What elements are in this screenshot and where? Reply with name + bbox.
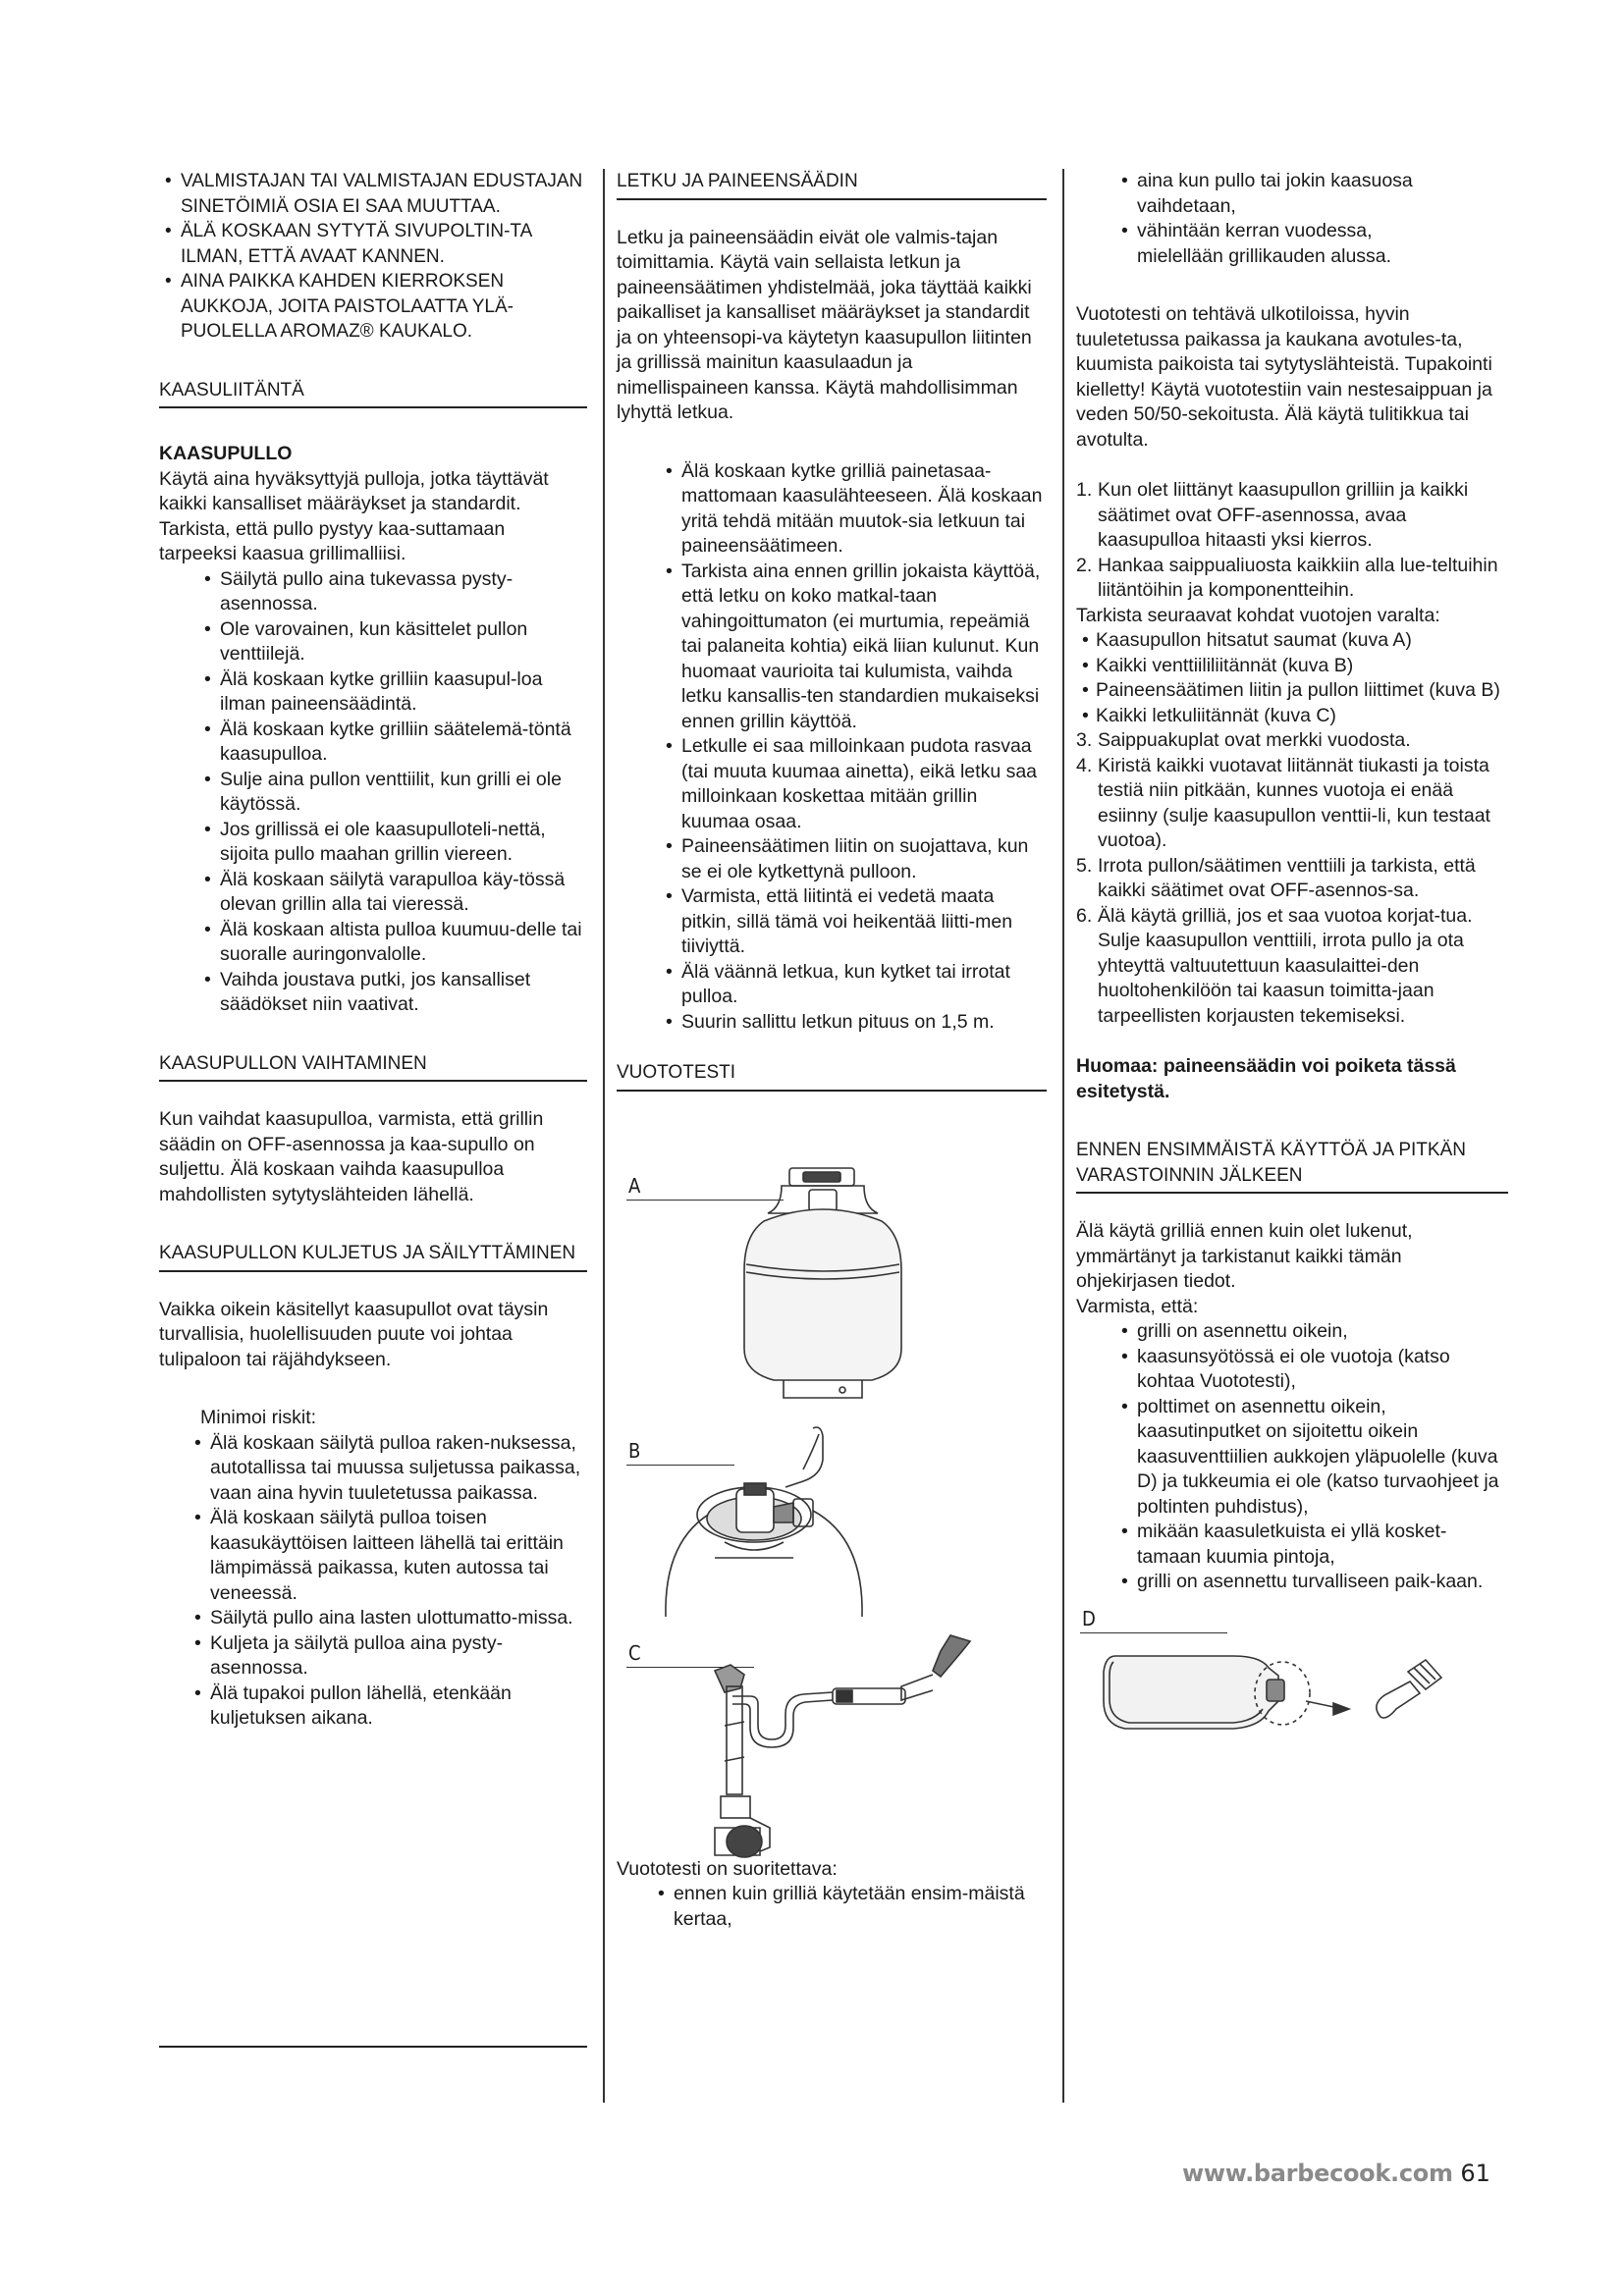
vuototesti-continued-list [1076,169,1508,269]
minimoi-label: Minimoi riskit: [200,1407,317,1428]
kuljetus-list [159,1431,587,1732]
list-item: • Letkulle ei saa milloinkaan pudota rasvaa (tai muuta kuumaa ainetta), eikä letku saa milloinkaan koskettaa mitään grillin kuumaa osaa. [660,734,1047,834]
list-item: • kaasunsyötössä ei ole vuotoja (katso kohtaa Vuototesti), [1115,1345,1508,1395]
section-heading-kuljetus: KAASUPULLON KULJETUS JA SÄILYTTÄMINEN [159,1241,587,1272]
column-divider-right [1062,169,1064,2103]
figure-label-b: B [628,1438,641,1463]
subheading-kaasupullo: KAASUPULLO [159,443,293,464]
section-heading-vuototesti: VUOTOTESTI [617,1060,1047,1092]
valve-connection-illustration [656,1420,872,1627]
list-item: • Älä koskaan altista pulloa kuumuu-delle tai suoralle auringonvalolle. [198,918,587,968]
list-item: • Kaikki venttiililiitännät (kuva B) [1076,654,1508,679]
list-item: • grilli on asennettu oikein, [1115,1319,1508,1345]
figures-abc [617,1092,1047,1857]
footer [1182,2160,1490,2187]
warning-item: • AINA PAIKKA KAHDEN KIERROKSEN AUKKOJA, JOITA PAISTOLAATTA YLÄ-PUOLELLA AROMAZ® KAUKALO. [159,269,587,345]
list-item: • Jos grillissä ei ole kaasupulloteli-nettä, sijoita pullo maahan grillin viereen. [198,818,587,868]
footer-url[interactable]: www.barbecook.com [1182,2160,1453,2187]
list-item: • Älä koskaan kytke grilliin kaasupul-loa ilman paineensäädintä. [198,667,587,718]
ennen-list [1076,1319,1508,1595]
varmista-label: Varmista, että: [1076,1295,1199,1317]
warning-item: • ÄLÄ KOSKAAN SYTYTÄ SIVUPOLTIN-TA ILMAN, ETTÄ AVAAT KANNEN. [159,219,587,269]
list-item: • Suurin sallittu letkun pituus on 1,5 m. [660,1010,1047,1036]
list-item: • Kaikki letkuliitännät (kuva C) [1076,704,1508,729]
column-2 [617,169,1047,1932]
list-item: • grilli on asennettu turvalliseen paik-kaan. [1115,1570,1508,1595]
warning-list [159,169,587,345]
list-item: • Kaasupullon hitsatut saumat (kuva A) [1076,628,1508,654]
list-item: • Älä koskaan kytke grilliin säätelemä-töntä kaasupulloa. [198,718,587,768]
list-item: • mikään kaasuletkuista ei yllä kosket-tamaan kuumia pintoja, [1115,1520,1508,1570]
list-item: • Säilytä pullo aina lasten ulottumatto-missa. [189,1606,587,1631]
figure-label-c: C [628,1640,641,1665]
vuototesti-intro: Vuototesti on suoritettava: [617,1857,838,1880]
step-item: 6. Älä käytä grilliä, jos et saa vuotoa korjat-tua. Sulje kaasupullon venttiili, irrota pullo ja ota yhteyttä valtuutettuun kaasulaittei-den huoltohenkilöön tai kaasun toimitta-jaan tarpeellisten korjausten tekemiseksi. [1076,904,1473,1027]
letku-text: Letku ja paineensäädin eivät ole valmis-tajan toimittamia. Käytä vain sellaista letkun ja paineensäätimen yhdistelmää, joka täyttää kaikki paikalliset ja kansalliset määräykset ja standardit ja on yhteensopi-va käytetyn kaasupullon liitinten ja grillissä mainitun kaasulaadun ja nimellispaineen kanssa. Käytä mahdollisimman lyhyttä letkua. [617,226,1032,423]
list-item: • Paineensäätimen liitin ja pullon liittimet (kuva B) [1076,678,1508,704]
check-list [1076,628,1508,728]
list-item: • aina kun pullo tai jokin kaasuosa vaihdetaan, [1115,169,1451,219]
list-item: • Säilytä pullo aina tukevassa pysty-asennossa. [198,567,587,617]
kaasupullo-list [159,567,587,1018]
vuototesti-text: Vuototesti on tehtävä ulkotiloissa, hyvin tuuletetussa paikassa ja kaukana avotules-ta, kuumista paikoista tai sytytyslähteistä. Tupakointi kielletty! Käytä vuototestiin vain nestesaippuan ja veden 50/50-sekoitusta. Älä käytä tulitikkua tai avotulta. [1076,303,1492,451]
step-item: 1. Kun olet liittänyt kaasupullon grilliin ja kaikki säätimet ovat OFF-asennossa, avaa kaasupulloa hitaasti yksi kierros. [1076,479,1469,551]
page-number: 61 [1460,2160,1490,2187]
list-item: • Vaihda joustava putki, jos kansalliset säädökset niin vaativat. [198,968,587,1018]
letku-list [617,459,1047,1036]
list-item: • Kuljeta ja säilytä pulloa aina pysty-asennossa. [189,1631,587,1682]
ennen-text: Älä käytä grilliä ennen kuin olet lukenut, ymmärtänyt ja tarkistanut kaikki tämän ohjekirjasen tiedot. [1076,1220,1413,1292]
figure-d [1076,1607,1508,1784]
list-item: • vähintään kerran vuodessa, mielellään grillikauden alussa. [1115,219,1451,269]
column-divider-left [603,169,605,2103]
steps-list [1076,478,1508,604]
kaasupullo-intro: Käytä aina hyväksyttyjä pulloja, jotka täyttävät kaikki kansalliset määräykset ja standardit. Tarkista, että pullo pystyy kaa-suttamaan tarpeeksi kaasua grillimalliisi. [159,467,549,564]
column-3 [1076,169,1508,1784]
section-heading-vaihtaminen: KAASUPULLON VAIHTAMINEN [159,1051,587,1083]
list-item: • Sulje aina pullon venttiilit, kun grilli ei ole käytössä. [198,768,587,818]
step-item: 2. Hankaa saippualiuosta kaikkiin alla lue-teltuihin liitäntöihin ja komponentteihin. [1076,554,1498,601]
step-item: 4. Kiristä kaikki vuotavat liitännät tiukasti ja toista testiä niin pitkään, kunnes vuotoja ei enää esiinny (sulje kaasupullon venttii-li, kun testaat vuotoa). [1076,754,1490,851]
list-item: • Älä koskaan säilytä varapulloa käy-tössä olevan grillin alla tai vieressä. [198,868,587,918]
list-item: • polttimet on asennettu oikein, kaasutinputket on sijoitettu oikein kaasuventtiilien aukkojen yläpuolelle (kuva D) ja tukkeumia ei ole (katso turvaohjeet ja poltinten puhdistus), [1115,1395,1508,1521]
burner-venturi-illustration [1086,1642,1498,1760]
list-item: • Tarkista aina ennen grillin jokaista käyttöä, että letku on koko matkal-taan vahingoittumaton (ei murtumia, repeämiä tai palaneita kohtia) eikä liian kulunut. Kun huomaat vaurioita tai kulumista, vaihda letku kansallis-ten standardien mukaiseksi ennen grillin käyttöä. [660,560,1047,735]
tarkista-label: Tarkista seuraavat kohdat vuotojen varalta: [1076,604,1440,626]
gas-cylinder-illustration [725,1162,921,1408]
list-item: • Paineensäätimen liitin on suojattava, kun se ei ole kytkettynä pulloon. [660,834,1047,884]
note-huomaa: Huomaa: paineensäädin voi poiketa tässä esitetystä. [1076,1055,1456,1102]
step-item: 3. Saippuakuplat ovat merkki vuodosta. [1076,729,1411,751]
list-item: • Älä koskaan säilytä pulloa toisen kaasukäyttöisen laitteen lähellä tai erittäin lämpimässä paikassa, kuten autossa tai veneessä. [189,1506,587,1606]
section-heading-kaasuliitanta: KAASULIITÄNTÄ [159,378,587,409]
list-item: • Älä väännä letkua, kun kytket tai irrotat pulloa. [660,960,1047,1010]
list-item: • Älä tupakoi pullon lähellä, etenkään kuljetuksen aikana. [189,1682,587,1732]
figure-label-d: D [1082,1606,1096,1630]
column-1-end-rule [159,2046,587,2048]
step-item: 5. Irrota pullon/säätimen venttiili ja tarkista, että kaikki säätimet ovat OFF-asennos-sa. [1076,854,1476,901]
list-item: • ennen kuin grilliä käytetään ensim-mäistä kertaa, [652,1882,1047,1932]
vaihtaminen-text: Kun vaihdat kaasupulloa, varmista, että grillin säädin on OFF-asennossa ja kaa-supullo on suljettu. Älä koskaan vaihda kaasupulloa mahdollisten sytytyslähteiden lähellä. [159,1108,544,1205]
list-item: • Varmista, että liitintä ei vedetä maata pitkin, sillä tämä voi heikentää liitti-men tiiviyttä. [660,884,1047,960]
steps-list-2 [1076,728,1508,1029]
figure-label-a: A [628,1173,641,1198]
column-1 [159,169,587,1732]
kuljetus-text: Vaikka oikein käsitellyt kaasupullot ovat täysin turvallisia, huolellisuuden puute voi johtaa tulipaloon tai räjähdykseen. [159,1298,549,1370]
list-item: • Älä koskaan kytke grilliä painetasaa-mattomaan kaasulähteeseen. Älä koskaan yritä tehdä mitään muutok-sia letkuun tai paineensäätimeen. [660,459,1047,560]
list-item: • Älä koskaan säilytä pulloa raken-nuksessa, autotallissa tai muussa suljetussa paikassa, vaan aina hyvin tuuletetussa paikassa. [189,1431,587,1507]
hose-regulator-illustration [676,1631,1000,1867]
list-item: • Ole varovainen, kun käsittelet pullon venttiilejä. [198,617,587,667]
figure-d-leader [1080,1632,1227,1633]
section-heading-letku: LETKU JA PAINEENSÄÄDIN [617,169,1047,200]
warning-item: • VALMISTAJAN TAI VALMISTAJAN EDUSTAJAN SINETÖIMIÄ OSIA EI SAA MUUTTAA. [159,169,587,219]
section-heading-ennen: ENNEN ENSIMMÄISTÄ KÄYTTÖÄ JA PITKÄN VARASTOINNIN JÄLKEEN [1076,1138,1508,1194]
